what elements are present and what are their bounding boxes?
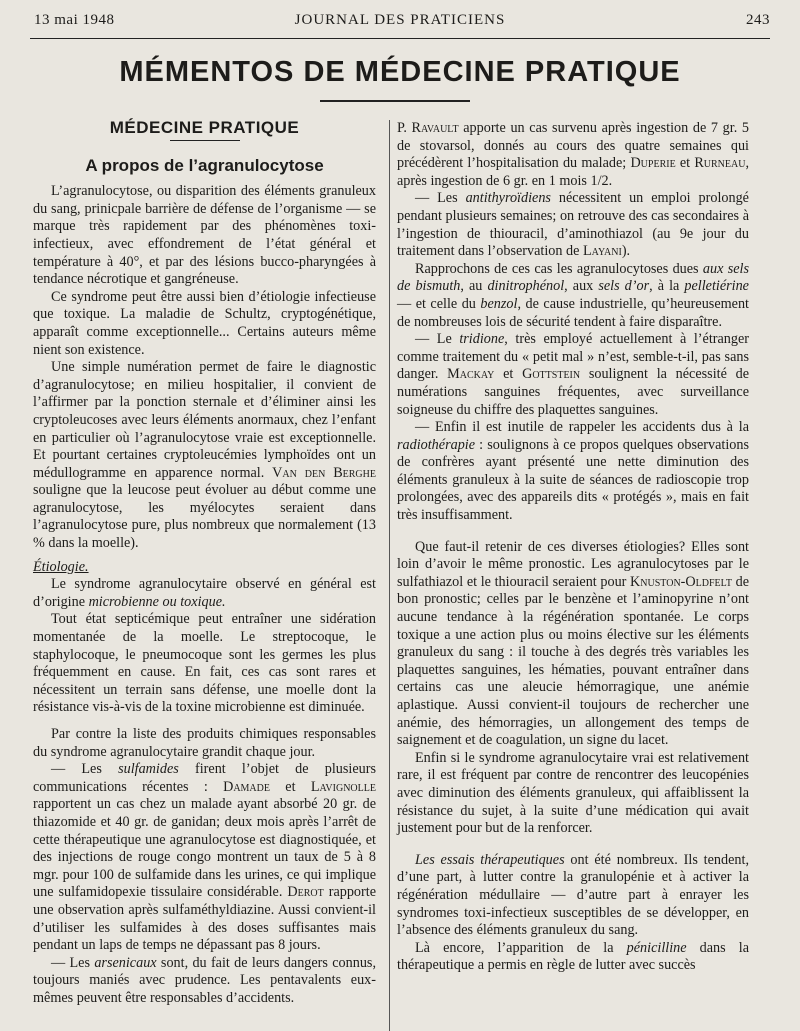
text-run: — Les: [415, 190, 466, 207]
paragraph: Par contre la liste des produits chimiques responsables du syndrome agranulocytaire grandit chaque jour.: [33, 726, 376, 760]
paragraph: L’agranulocytose, ou disparition des éléments granuleux du sang, prinicpale barrière de défense de l’organisme — se marque très rapidement par des phénomènes toxi-infectieux, avec effondrement de l’état général et température à 40°, et par des lésions bucco-pharyngées à tendance nécrotique et gangréneuse.: [33, 183, 376, 288]
paragraph: Enfin si le syndrome agranulocytaire vrai est relativement rare, il est fréquent par contre de rencontrer des leucopénies avec diminution des éléments granuleux, qui affaiblissent la résistance du sujet, à la suite d’une médication qui avait justement pour but de la renforcer.: [397, 749, 749, 837]
text-run: rapportent un cas chez un malade ayant absorbé 20 gr. de thiazomide et 40 gr. de ganidan; deux mois après l’arrêt de cette thérapeutique une agranulocytose est diagnostiquée, et des injections de rouge congo montrent un taux de 5 à 8 mgr. pour 100 de sulfamide dans les urines, ce qui implique une sulfamidopexie tissulaire considérable.: [33, 796, 376, 901]
emphasis: radiothérapie: [397, 436, 476, 453]
paragraph: [33, 576, 376, 611]
author-name: Rurneau: [694, 155, 746, 172]
paragraph: [33, 761, 376, 955]
emphasis: microbienne ou toxique.: [88, 593, 226, 610]
text-run: — Les: [51, 954, 95, 971]
emphasis: dinitrophénol: [487, 278, 565, 295]
paragraph: [397, 539, 749, 750]
text-run: , après ingestion de 6 gr. en 1 mois 1/2.: [397, 155, 749, 189]
column-divider: [389, 120, 390, 1031]
text-run: — Les: [51, 761, 119, 778]
emphasis: sels d’or: [598, 278, 650, 295]
author-name: Lavignolle: [310, 778, 376, 795]
text-run: Que faut-il retenir de ces diverses étiologies? Elles sont loin d’avoir le même pronostic. Les agranulocytoses par le sulfathiazol et le thiouracil seraient pour: [397, 538, 749, 590]
author-name: Damade: [223, 778, 270, 795]
text-run: ).: [621, 243, 631, 260]
text-run: soulignent la nécessité de numérations sanguines fréquentes, avec surveillance soigneuse du chiffre des plaquettes sanguines.: [397, 366, 749, 418]
emphasis: aux sels de bismuth: [397, 260, 749, 295]
title-rule: [320, 100, 470, 102]
journal-name: JOURNAL DES PRATICIENS: [294, 12, 506, 28]
left-column: [33, 117, 376, 1008]
text-run: , de cause industrielle, qu’heureusement de nombreuses lois de sécurité tendent à faire disparaître.: [397, 295, 749, 330]
author-name: Derot: [287, 884, 324, 901]
author-name: Gottstein: [522, 366, 581, 383]
paragraph: [397, 940, 749, 975]
text-run: et: [675, 155, 695, 172]
paragraph: [33, 955, 376, 1008]
text-run: nécessitent un emploi prolongé pendant plusieurs semaines; on retrouve des cas secondaires à l’ingestion de thiouracil, d’aminothiazol (au 9e jour du traitement dans l’observation de: [397, 190, 749, 260]
article-title: A propos de l’agranulocytose: [85, 155, 324, 175]
emphasis: arsenicaux: [94, 954, 157, 971]
text-run: firent l’objet de plusieurs communications récentes :: [33, 761, 376, 795]
emphasis: benzol: [480, 295, 518, 312]
text-run: dans la thérapeutique a permis en règle de lutter avec succès: [397, 939, 749, 974]
section-rule: [170, 140, 240, 141]
emphasis: sulfamides: [118, 761, 179, 778]
paragraph: [397, 331, 749, 419]
spacer: [33, 717, 376, 726]
text-run: — Enfin il est inutile de rappeler les accidents dus à la: [415, 419, 749, 436]
author-name: Layani: [582, 243, 622, 260]
text-run: apporte un cas survenu après ingestion de 7 gr. 5 de stovarsol, donnés au cours des quatre semaines qui précédèrent l’hospitalisation du malade;: [397, 120, 750, 172]
text-run: , à la: [649, 278, 685, 295]
text-run: — Le: [415, 331, 460, 348]
right-column: [397, 120, 749, 975]
author-name: P. Ravault: [397, 120, 459, 136]
text-run: , très employé actuellement à l’étranger comme traitement du « petit mal » n’est, semble-t-il, pas sans danger.: [397, 331, 749, 383]
paragraph: [33, 359, 376, 553]
header-rule: [30, 38, 770, 39]
paragraph: [397, 852, 749, 940]
text-run: rapporte une observation après sulfaméthyldiazine. Aussi convient-il d’utiliser les sulfamides à des doses suffisantes mais pendant un laps de temps ne dépassant pas 8 jours.: [33, 884, 376, 954]
emphasis: pelletiérine: [684, 278, 749, 295]
text-run: ont été nombreux. Ils tendent, d’une part, à lutter contre la granulopénie et à activer la régénération médullaire — d’autre part à enrayer les syndromes toxi-infectieux susceptibles de se développer, en l’absence des éléments granuleux du sang.: [397, 851, 749, 939]
paragraph: Ce syndrome peut être aussi bien d’étiologie infectieuse que toxique. La maladie de Schultz, cryptogénétique, apparaît comme exceptionnelle... Certains auteurs même nient son existence.: [33, 288, 376, 358]
text-run: Le syndrome agranulocytaire observé en général est d’origine: [33, 576, 376, 610]
text-run: Rapprochons de ces cas les agranulocytoses dues: [415, 260, 703, 277]
paragraph: [397, 120, 749, 190]
text-run: souligne que la leucose peut évoluer au début comme une agranulocytose, les myélocytes seraient dans l’agranulocytose pure, plus nombreux que normalement (13 % dans la moelle).: [33, 482, 376, 552]
text-run: Une simple numération permet de faire le diagnostic d’agranulocytose; en milieu hospitalier, il convient de l’affirmer par la ponction sternale et d’éliminer ainsi les cryptoleucoses avec leurs éléments anormaux, chez l’enfant en particulier où l’agranulocytose vraie est exceptionnelle. Et pourtant certaines cryptoleucémies lymphoïdes ont un médullogramme en apparence normal.: [33, 359, 376, 481]
text-run: : soulignons à ce propos quelques observations de confrères ayant présenté une nette diminution des éléments granuleux à la suite de séances de radioscopie trop prolongées, avec des appareils dits « protégés », mais en fait très insuffisamment.: [397, 436, 749, 524]
emphasis: pénicilline: [626, 939, 687, 956]
subsection-heading: Étiologie.: [33, 558, 89, 575]
running-header: [30, 12, 770, 34]
emphasis: tridione: [459, 331, 505, 348]
text-run: et: [494, 366, 523, 383]
spacer: [397, 525, 749, 539]
text-run: , au: [460, 278, 488, 295]
section-heading: MÉDECINE PRATIQUE: [109, 118, 300, 137]
spacer: [397, 838, 749, 852]
page-title: MÉMENTOS DE MÉDECINE PRATIQUE: [119, 56, 681, 88]
author-name: Van den Berghe: [272, 464, 376, 481]
text-run: sont, du fait de leurs dangers connus, toujours maniés avec prudence. Les pentavalents eux-mêmes peuvent être responsables d’accidents.: [33, 954, 376, 1006]
paragraph: [397, 190, 749, 260]
emphasis: Les essais thérapeutiques: [415, 851, 565, 868]
author-name: Mackay: [447, 366, 495, 383]
emphasis: antithyroïdiens: [465, 190, 551, 207]
text-run: et: [270, 778, 311, 795]
paragraph: Tout état septicémique peut entraîner une sidération momentanée de la moelle. Le streptocoque, le staphylocoque, le pneumocoque sont les germes les plus fréquemment en cause. En fait, ces cas sont rares et nécessitent un terrain sans défense, une moelle dont la résistance vis-à-vis de la toxine microbienne est diminuée.: [33, 611, 376, 716]
text-run: Là encore, l’apparition de la: [415, 939, 627, 956]
issue-date: 13 mai 1948: [34, 12, 115, 28]
author-name: Knuston-Oldfelt: [630, 573, 732, 590]
paragraph: [397, 261, 749, 331]
text-run: — et celle du: [397, 295, 481, 312]
author-name: Duperie: [630, 155, 676, 172]
text-run: , aux: [564, 278, 599, 295]
text-run: de bon pronostic; celles par le benzène et l’aminopyrine n’ont aucune tendance à la régénération spontanée. Le corps toxique a une action plus ou moins élective sur les éléments granuleux du sang : il touche à des degrés très variables les plaquettes sanguines, les hématies, pouvant entraîner dans certains cas une aleucie hémorragique, une anémie aplastique. Aussi convient-il toujours de rechercher une anémie, des hémorragies, un allongement des temps de saignement et de coagulation, un signe du lacet.: [397, 573, 749, 749]
page-number: 243: [746, 12, 770, 28]
paragraph: [397, 419, 749, 525]
